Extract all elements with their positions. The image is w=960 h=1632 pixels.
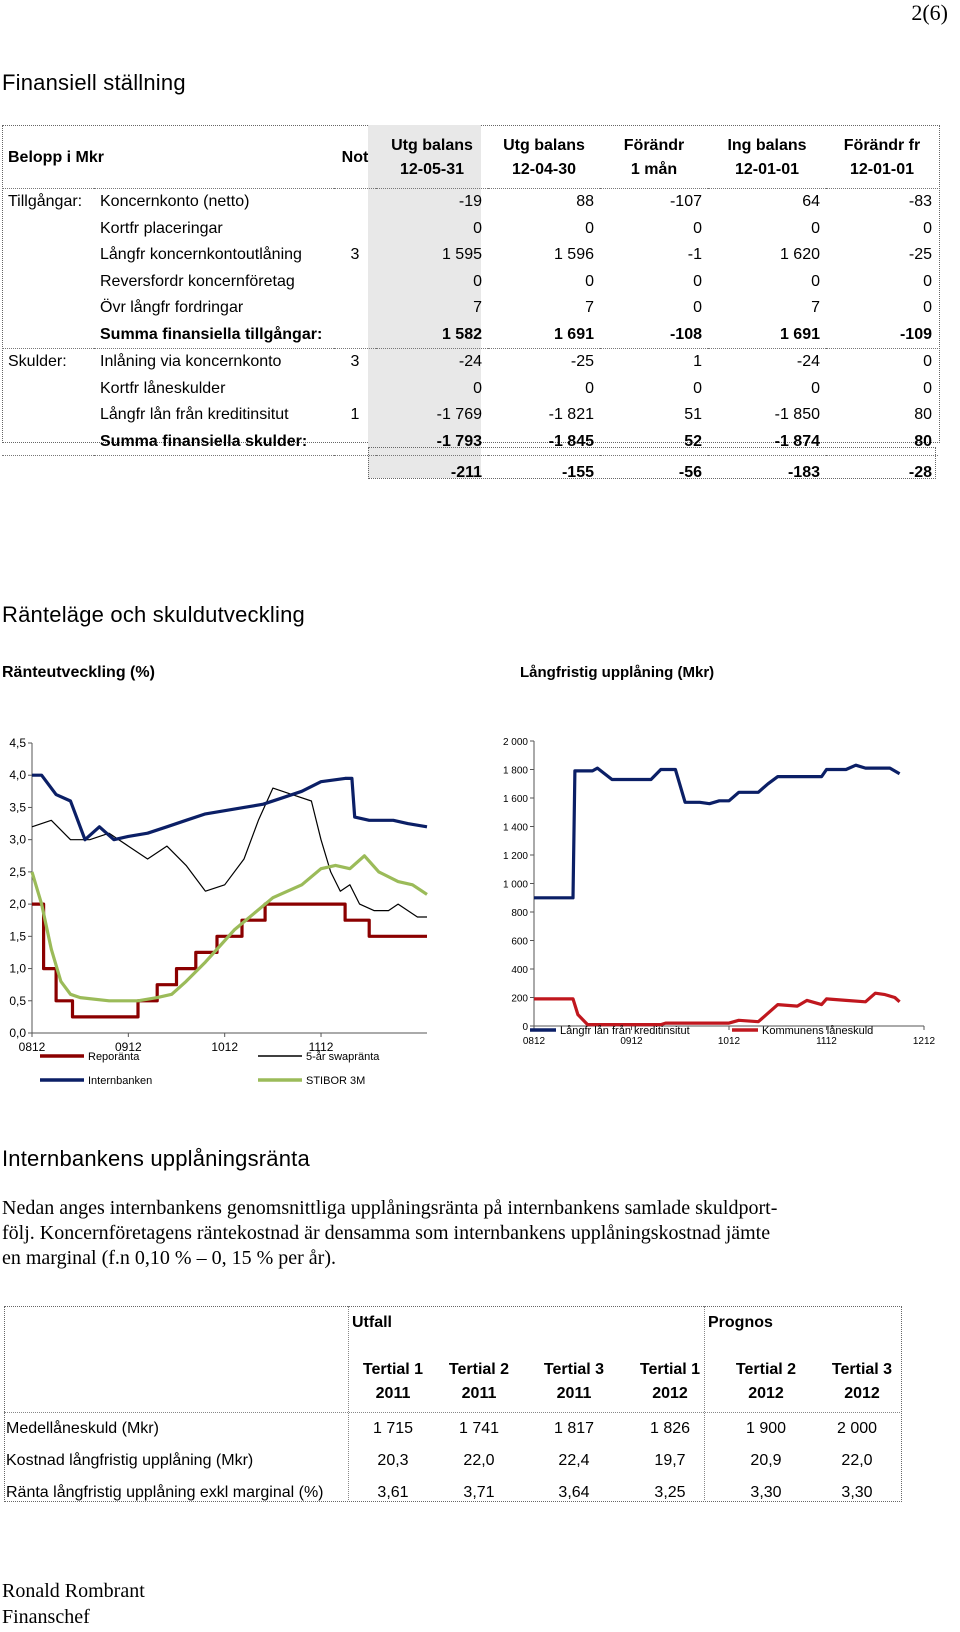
body-line: Nedan anges internbankens genomsnittliga upplåningsränta på internbankens samlade skuldport- — [2, 1197, 778, 1219]
cell-value: -56 — [600, 456, 708, 491]
utfall-label: Utfall — [352, 1314, 392, 1331]
cell-value: 0 — [923, 272, 932, 290]
long-term-borrowing-chart — [500, 730, 955, 1090]
cell-value: -25 — [908, 246, 932, 264]
row-not: 1 — [350, 406, 360, 424]
cell-value: 51 — [684, 406, 702, 424]
y-tick-label: 0,0 — [9, 1026, 26, 1040]
cell-value: -28 — [826, 456, 938, 491]
y-tick-label: 600 — [511, 936, 528, 948]
cell-value: 88 — [488, 189, 600, 216]
col-header: Tertial 2 2011 — [448, 1361, 510, 1402]
row-label: Långfr koncernkontoutlåning — [100, 246, 302, 264]
y-tick-label: 800 — [511, 908, 528, 919]
row-label: Övr långfr fordringar — [100, 299, 244, 317]
cell-value: -25 — [488, 349, 600, 376]
table-row — [2, 295, 938, 322]
row-label: Summa finansiella tillgångar: — [100, 325, 323, 343]
col-header: Tertial 1 2012 — [639, 1361, 701, 1402]
cell-value: 22,0 — [841, 1452, 873, 1469]
row-group — [2, 242, 94, 269]
row-group: Skulder: — [2, 349, 94, 376]
cell-value: 20,9 — [750, 1452, 782, 1469]
row-not: 3 — [334, 349, 376, 376]
cell-value: -109 — [899, 325, 932, 343]
cell-value: 7 — [585, 299, 594, 317]
row-label: Kortfr placeringar — [100, 219, 223, 237]
row-label: Medellåneskuld (Mkr) — [6, 1420, 159, 1437]
y-tick-label: 1 000 — [502, 879, 528, 891]
cell-value: 22,4 — [558, 1452, 590, 1469]
cell-value: 0 — [923, 299, 932, 317]
cell-value: 64 — [708, 189, 826, 216]
row-group — [2, 322, 94, 349]
y-tick-label: 2 000 — [502, 737, 528, 748]
x-tick-label: 0812 — [522, 1036, 546, 1047]
col-header: Tertial 2 2012 — [735, 1361, 797, 1402]
body-line: följ. Koncernföretagens räntekostnad är densamma som internbankens upplåningskostnad jämte — [2, 1222, 771, 1244]
cell-value: -1 850 — [774, 406, 820, 424]
cell-value: -183 — [708, 456, 826, 491]
cell-value: 3,71 — [463, 1484, 495, 1501]
row-not — [334, 456, 376, 491]
x-tick-label: 0912 — [114, 1040, 142, 1054]
series-line-2 — [534, 993, 900, 1024]
table-row — [2, 349, 938, 376]
series-line-1 — [534, 765, 900, 898]
y-tick-label: 1 800 — [502, 765, 528, 777]
body-paragraph — [2, 1196, 912, 1271]
header-col-3: Förändr 1 mån — [623, 137, 685, 178]
cell-value: 0 — [693, 299, 702, 317]
divider — [4, 1412, 900, 1414]
table-row — [2, 216, 938, 243]
table-header-row — [2, 128, 938, 189]
header-col-4: Ing balans 12-01-01 — [727, 137, 807, 178]
cell-value: -1 793 — [436, 432, 482, 450]
row-group — [2, 216, 94, 243]
table-row-sum — [2, 429, 938, 456]
col-header: Tertial 3 2012 — [831, 1361, 893, 1402]
x-tick-label: 1112 — [308, 1040, 334, 1054]
cell-value: 7 — [811, 299, 820, 317]
row-label: Reversfordr koncernföretag — [100, 272, 295, 290]
cell-value: 0 — [585, 272, 594, 290]
cell-value: 1 826 — [649, 1420, 691, 1437]
row-not: 3 — [350, 246, 360, 264]
table-row — [6, 1420, 900, 1450]
header-not: Not — [341, 149, 369, 166]
row-group — [2, 295, 94, 322]
cell-value: -19 — [376, 189, 488, 216]
cell-value: 1 691 — [779, 325, 820, 343]
cell-value: -1 — [687, 246, 702, 264]
cell-value: 3,30 — [841, 1484, 873, 1501]
header-label: Belopp i Mkr — [8, 149, 105, 166]
y-tick-label: 3,5 — [9, 800, 26, 815]
series-line-2 — [32, 788, 427, 917]
y-tick-label: 0,5 — [9, 993, 26, 1008]
y-tick-label: 4,5 — [9, 736, 26, 750]
col-header: Tertial 1 2011 — [362, 1361, 424, 1402]
cell-value: 19,7 — [654, 1452, 686, 1469]
cell-value: 80 — [914, 406, 932, 424]
cell-value: 0 — [811, 219, 820, 237]
cell-value: 0 — [923, 219, 932, 237]
cell-value: 0 — [473, 379, 482, 397]
cell-value: 7 — [473, 299, 482, 317]
row-group — [2, 376, 94, 403]
cell-value: 3,64 — [558, 1484, 590, 1501]
cell-value: 0 — [811, 379, 820, 397]
cell-value: 1 691 — [553, 325, 594, 343]
legend-label: 5-år swapränta — [306, 1051, 380, 1063]
cell-value: 3,61 — [377, 1484, 409, 1501]
x-tick-label: 1112 — [816, 1036, 837, 1047]
cell-value: -108 — [669, 325, 702, 343]
cell-value: 0 — [473, 219, 482, 237]
header-col-2: Utg balans 12-04-30 — [503, 137, 585, 178]
y-tick-label: 2,5 — [9, 864, 26, 879]
cell-value: -1 874 — [774, 432, 820, 450]
cell-value: -24 — [708, 349, 826, 376]
chart2-title: Långfristig upplåning (Mkr) — [520, 664, 715, 681]
cell-value: 1 817 — [553, 1420, 595, 1437]
y-tick-label: 1 200 — [502, 851, 528, 862]
table-row — [2, 189, 938, 216]
cell-value: 0 — [693, 219, 702, 237]
row-group — [2, 456, 94, 491]
row-not — [334, 429, 376, 456]
row-label: Kortfr låneskulder — [100, 379, 226, 397]
cell-value: 22,0 — [463, 1452, 495, 1469]
row-not — [334, 189, 376, 216]
cell-value: 0 — [585, 379, 594, 397]
table-row — [2, 376, 938, 403]
legend-label: Kommunens låneskuld — [762, 1025, 874, 1037]
header-col-5: Förändr fr 12-01-01 — [843, 137, 921, 178]
x-tick-label: 1012 — [211, 1040, 239, 1054]
row-group — [2, 429, 94, 456]
table-row — [2, 242, 938, 269]
interest-rate-chart — [0, 730, 440, 1090]
cell-value: 1 582 — [441, 325, 482, 343]
cell-value: 1 715 — [372, 1420, 414, 1437]
y-tick-label: 1,5 — [9, 929, 26, 944]
cell-value: 1 596 — [553, 246, 594, 264]
row-not — [334, 216, 376, 243]
row-not — [334, 269, 376, 296]
page-number: 2(6) — [911, 0, 948, 25]
table-row — [6, 1484, 900, 1514]
cell-value: 0 — [585, 219, 594, 237]
table-row-net — [2, 456, 938, 491]
cell-value: -1 821 — [548, 406, 594, 424]
prognos-label: Prognos — [708, 1314, 773, 1331]
row-label — [94, 456, 334, 491]
y-tick-label: 400 — [511, 965, 528, 976]
cell-value: 80 — [914, 432, 932, 450]
table-row — [2, 402, 938, 429]
row-label: Summa finansiella skulder: — [100, 432, 308, 450]
cell-value: 0 — [811, 272, 820, 290]
row-label: Inlåning via koncernkonto — [94, 349, 334, 376]
cell-value: -1 769 — [436, 406, 482, 424]
y-tick-label: 4,0 — [9, 768, 26, 783]
row-not — [334, 295, 376, 322]
x-tick-label: 0812 — [18, 1040, 46, 1054]
cell-value: 1 741 — [458, 1420, 500, 1437]
legend-label: Internbanken — [88, 1075, 153, 1087]
cell-value: 1 — [600, 349, 708, 376]
cell-value: -211 — [376, 456, 488, 491]
cell-value: 0 — [473, 272, 482, 290]
cell-value: -24 — [376, 349, 488, 376]
cell-value: 1 595 — [441, 246, 482, 264]
y-tick-label: 1 600 — [502, 794, 528, 805]
cell-value: 3,25 — [654, 1484, 686, 1501]
series-line-3 — [32, 775, 427, 840]
cell-value: 1 620 — [779, 246, 820, 264]
section-title-rates: Ränteläge och skuldutveckling — [2, 602, 305, 627]
table-row-sum — [2, 322, 938, 349]
financial-position-table — [2, 128, 938, 490]
row-label: Kostnad långfristig upplåning (Mkr) — [6, 1452, 254, 1469]
row-label: Koncernkonto (netto) — [94, 189, 334, 216]
cell-value: 3,30 — [750, 1484, 782, 1501]
cell-value: 2 000 — [836, 1420, 878, 1437]
cell-value: 1 900 — [745, 1420, 787, 1437]
cell-value: 0 — [923, 379, 932, 397]
x-tick-label: 1212 — [912, 1036, 936, 1047]
cell-value: -155 — [488, 456, 600, 491]
row-not — [334, 376, 376, 403]
section-title-internal-bank: Internbankens upplåningsränta — [2, 1146, 310, 1171]
header-col-1: Utg balans 12-05-31 — [391, 137, 473, 178]
y-tick-label: 1,0 — [9, 961, 26, 976]
body-line: en marginal (f.n 0,10 % – 0, 15 % per år). — [2, 1247, 336, 1269]
y-tick-label: 1 400 — [502, 822, 528, 834]
cell-value: 20,3 — [377, 1452, 409, 1469]
row-group: Tillgångar: — [2, 189, 94, 216]
y-tick-label: 2,0 — [9, 897, 26, 912]
x-tick-label: 1012 — [717, 1036, 741, 1047]
cell-value: -107 — [600, 189, 708, 216]
row-not — [334, 322, 376, 349]
cell-value: 52 — [684, 432, 702, 450]
y-tick-label: 3,0 — [9, 832, 26, 847]
table-row — [2, 269, 938, 296]
row-group — [2, 402, 94, 429]
chart1-title: Ränteutveckling (%) — [2, 664, 155, 681]
section-title-financial-position: Finansiell ställning — [2, 70, 186, 95]
cell-value: -83 — [826, 189, 938, 216]
row-label: Ränta långfristig upplåning exkl marginal (%) — [6, 1484, 324, 1501]
row-group — [2, 269, 94, 296]
y-tick-label: 200 — [511, 993, 528, 1005]
legend-label: Reporänta — [88, 1051, 140, 1063]
row-label: Långfr lån från kreditinsitut — [100, 406, 289, 424]
cell-value: 0 — [826, 349, 938, 376]
cell-value: -1 845 — [548, 432, 594, 450]
col-header: Tertial 3 2011 — [543, 1361, 605, 1402]
cell-value: 0 — [693, 379, 702, 397]
ib-column-headers — [350, 1358, 902, 1408]
table-row — [6, 1452, 900, 1482]
y-tick-label: 0 — [522, 1022, 528, 1033]
x-tick-label: 0912 — [620, 1036, 643, 1047]
signature-name: Ronald Rombrant — [2, 1580, 145, 1602]
legend-label: STIBOR 3M — [306, 1075, 366, 1087]
legend-label: Långfr lån från kreditinsitut — [560, 1025, 690, 1037]
cell-value: 0 — [693, 272, 702, 290]
signature-role: Finanschef — [2, 1606, 90, 1628]
